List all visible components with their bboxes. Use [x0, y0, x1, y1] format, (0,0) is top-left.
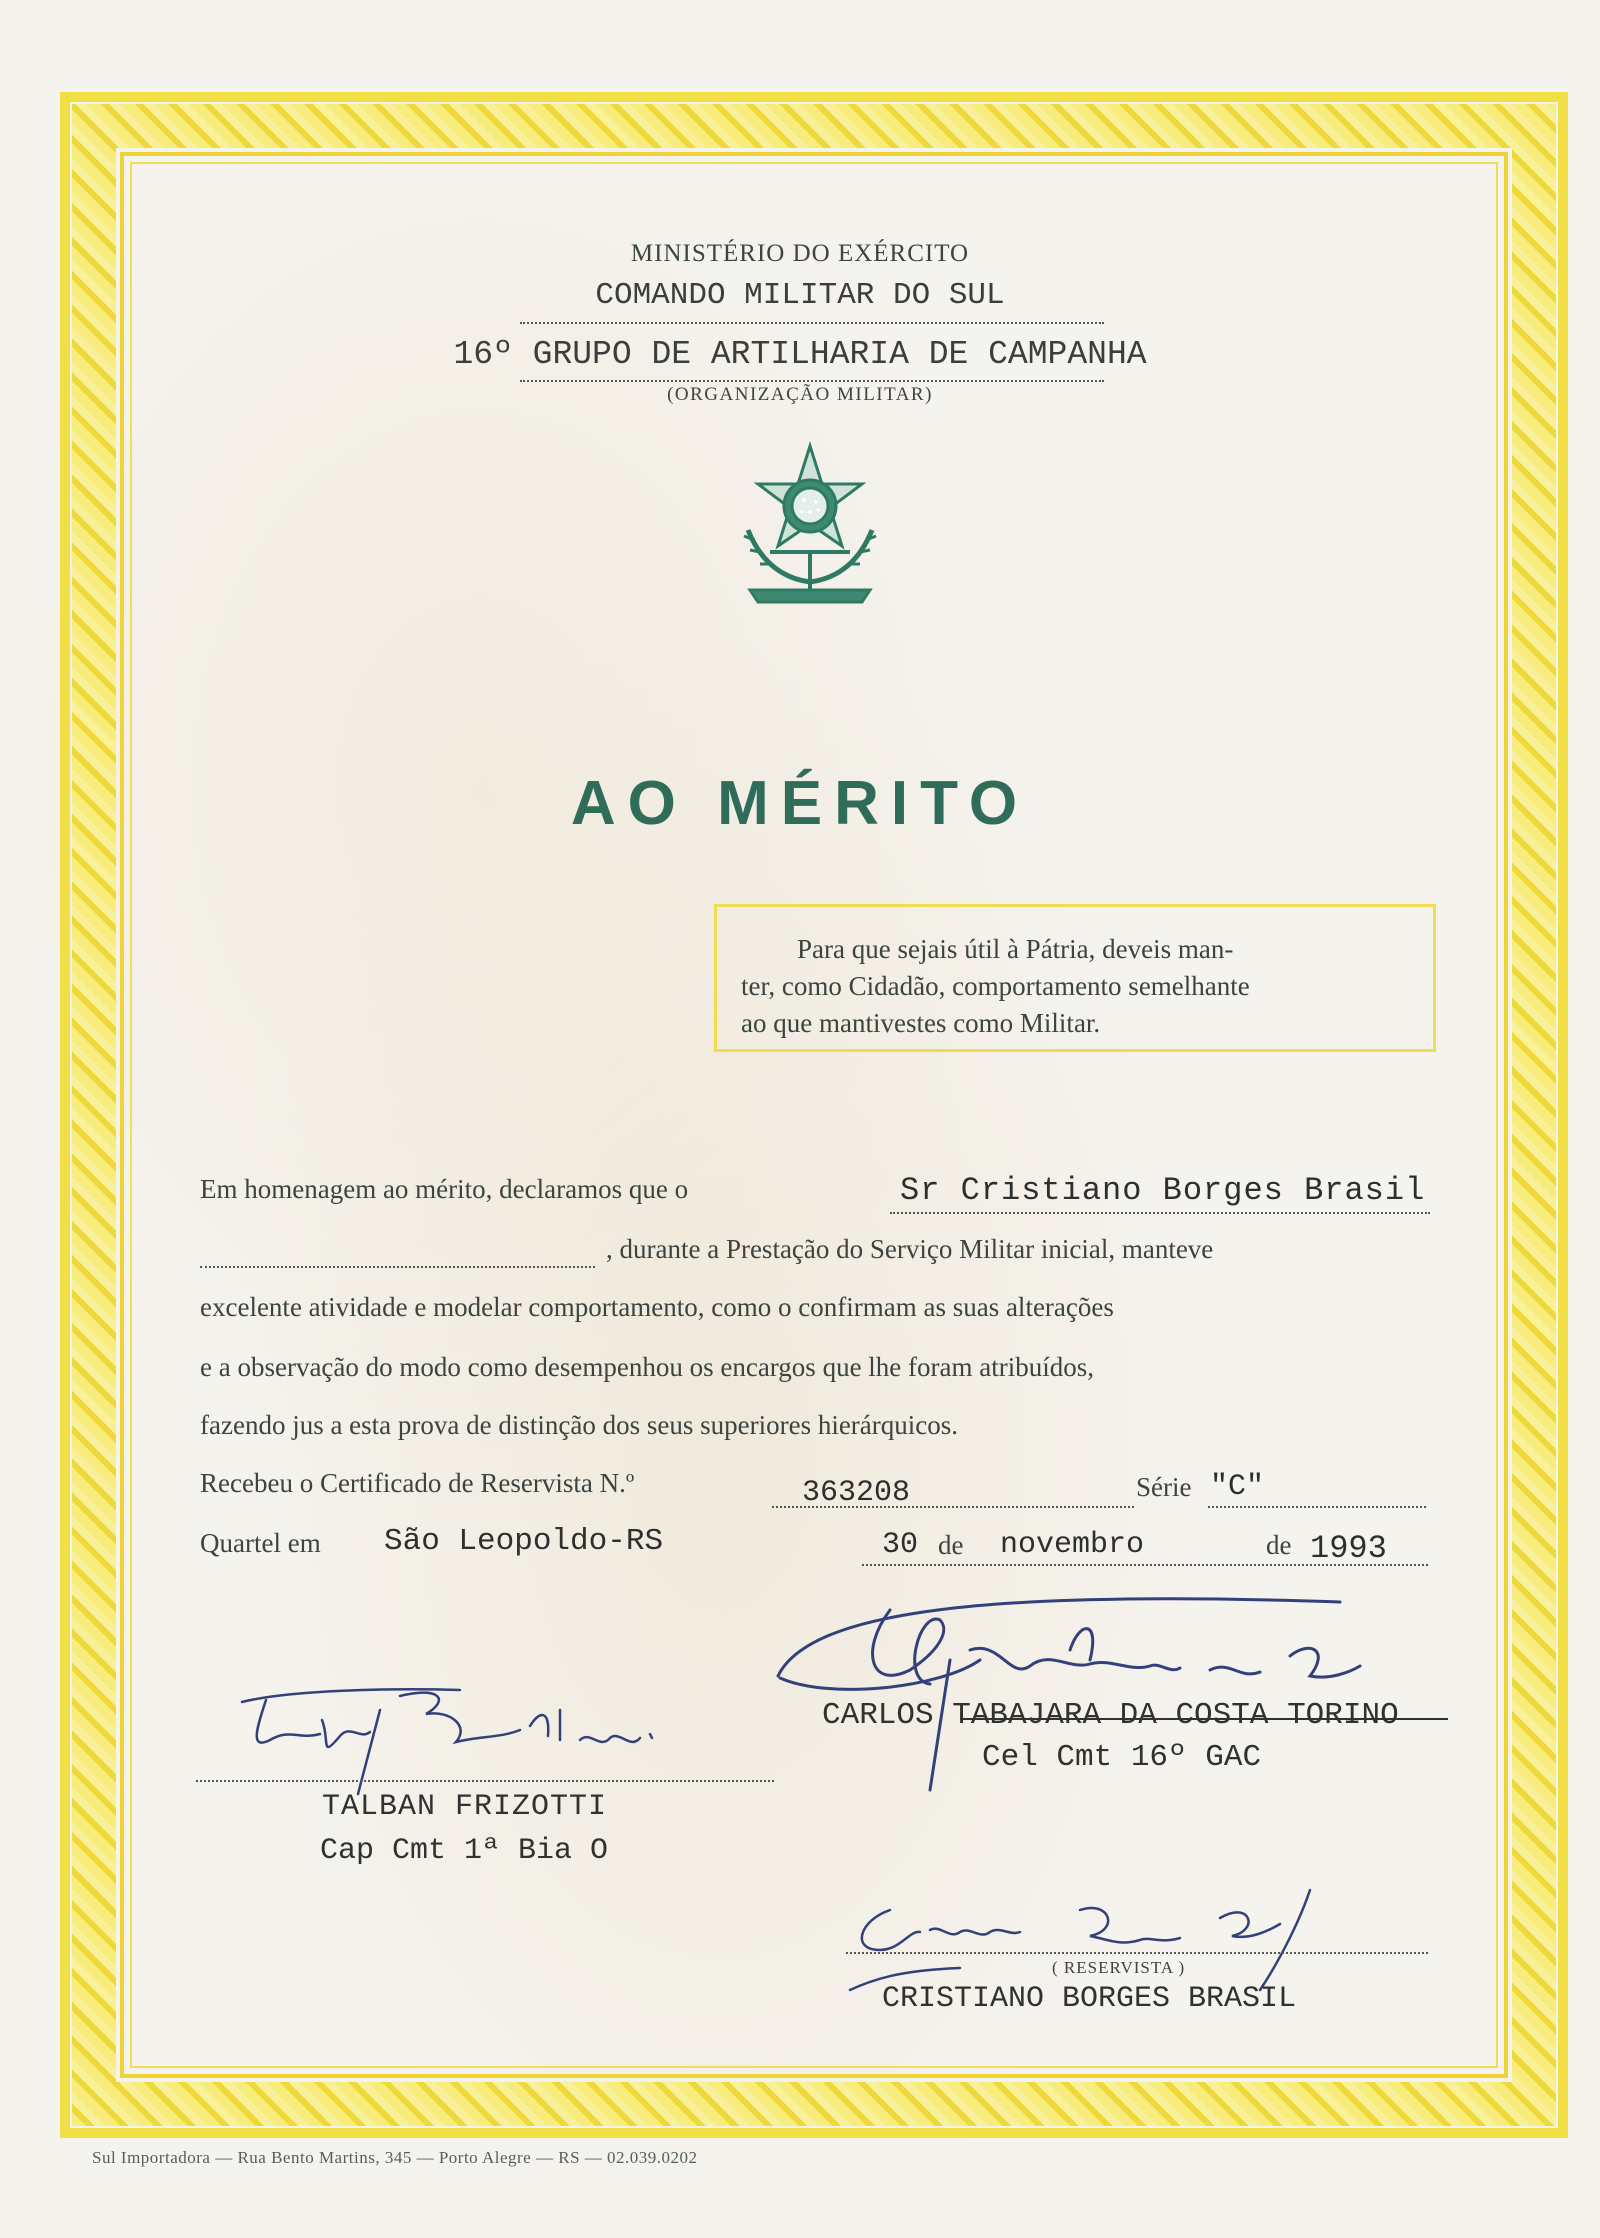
date-de: de	[938, 1530, 964, 1560]
printer-footer: Sul Importadora — Rua Bento Martins, 345 — Porto Alegre — RS — 02.039.0202	[92, 2148, 698, 2167]
dotted-rule	[862, 1564, 1428, 1566]
body-text: Em homenagem ao mérito, declaramos que o	[200, 1174, 689, 1204]
ministry-heading: MINISTÉRIO DO EXÉRCITO	[630, 240, 970, 267]
body-line-1	[200, 1174, 688, 1205]
body-line-4: e a observação do modo como desempenhou os encargos que lhe foram atribuídos,	[200, 1352, 1094, 1382]
quote-line: ter, como Cidadão, comportamento semelhante	[741, 971, 1250, 1001]
dotted-rule	[520, 322, 1104, 324]
captain-signature	[230, 1680, 680, 1800]
organization-caption: (ORGANIZAÇÃO MILITAR)	[667, 384, 933, 405]
dotted-rule	[772, 1506, 1134, 1508]
quote-box	[714, 904, 1436, 1052]
quote-line: ao que mantivestes como Militar.	[741, 1008, 1101, 1038]
command-heading: COMANDO MILITAR DO SUL	[595, 278, 1005, 313]
quote-line: Para que sejais útil à Pátria, deveis man-	[797, 934, 1234, 964]
date-year: 1993	[1310, 1530, 1387, 1567]
date-de: de	[1266, 1530, 1292, 1560]
certificate-title: AO MÉRITO	[570, 769, 1030, 838]
body-line-3: excelente atividade e modelar comportamento, como o confirmam as suas alterações	[200, 1292, 1114, 1322]
reservist-name: CRISTIANO BORGES BRASIL	[882, 1982, 1297, 2016]
quartel-value: São Leopoldo-RS	[384, 1524, 664, 1559]
captain-rank: Cap Cmt 1ª Bia O	[320, 1834, 609, 1868]
dotted-rule	[890, 1212, 1430, 1214]
coat-of-arms-icon	[730, 440, 890, 610]
body-line-2: , durante a Prestação do Serviço Militar inicial, manteve	[606, 1234, 1214, 1264]
reservist-certificate-number: 363208	[802, 1476, 911, 1510]
serie-value: "C"	[1210, 1470, 1265, 1504]
honoree-name: Sr Cristiano Borges Brasil	[900, 1172, 1426, 1209]
reservist-label: ( RESERVISTA )	[1052, 1958, 1186, 1977]
serie-label: Série	[1136, 1472, 1192, 1502]
captain-name: TALBAN FRIZOTTI	[322, 1790, 608, 1824]
dotted-rule	[196, 1780, 774, 1782]
group-heading: 16º GRUPO DE ARTILHARIA DE CAMPANHA	[453, 336, 1147, 373]
strike-line	[960, 1718, 1448, 1720]
date-day: 30	[882, 1528, 919, 1562]
commander-name: CARLOS TABAJARA DA COSTA TORINO	[822, 1698, 1399, 1733]
body-line-5: fazendo jus a esta prova de distinção dos seus superiores hierárquicos.	[200, 1410, 959, 1440]
dotted-rule	[520, 380, 1104, 382]
dotted-rule	[1208, 1506, 1426, 1508]
date-month: novembro	[1000, 1528, 1145, 1562]
commander-rank: Cel Cmt 16º GAC	[982, 1740, 1262, 1775]
reservist-certificate-label: Recebeu o Certificado de Reservista N.º	[200, 1468, 635, 1498]
quartel-label: Quartel em	[200, 1528, 321, 1558]
dotted-rule	[200, 1266, 595, 1268]
dotted-rule	[846, 1952, 1428, 1954]
